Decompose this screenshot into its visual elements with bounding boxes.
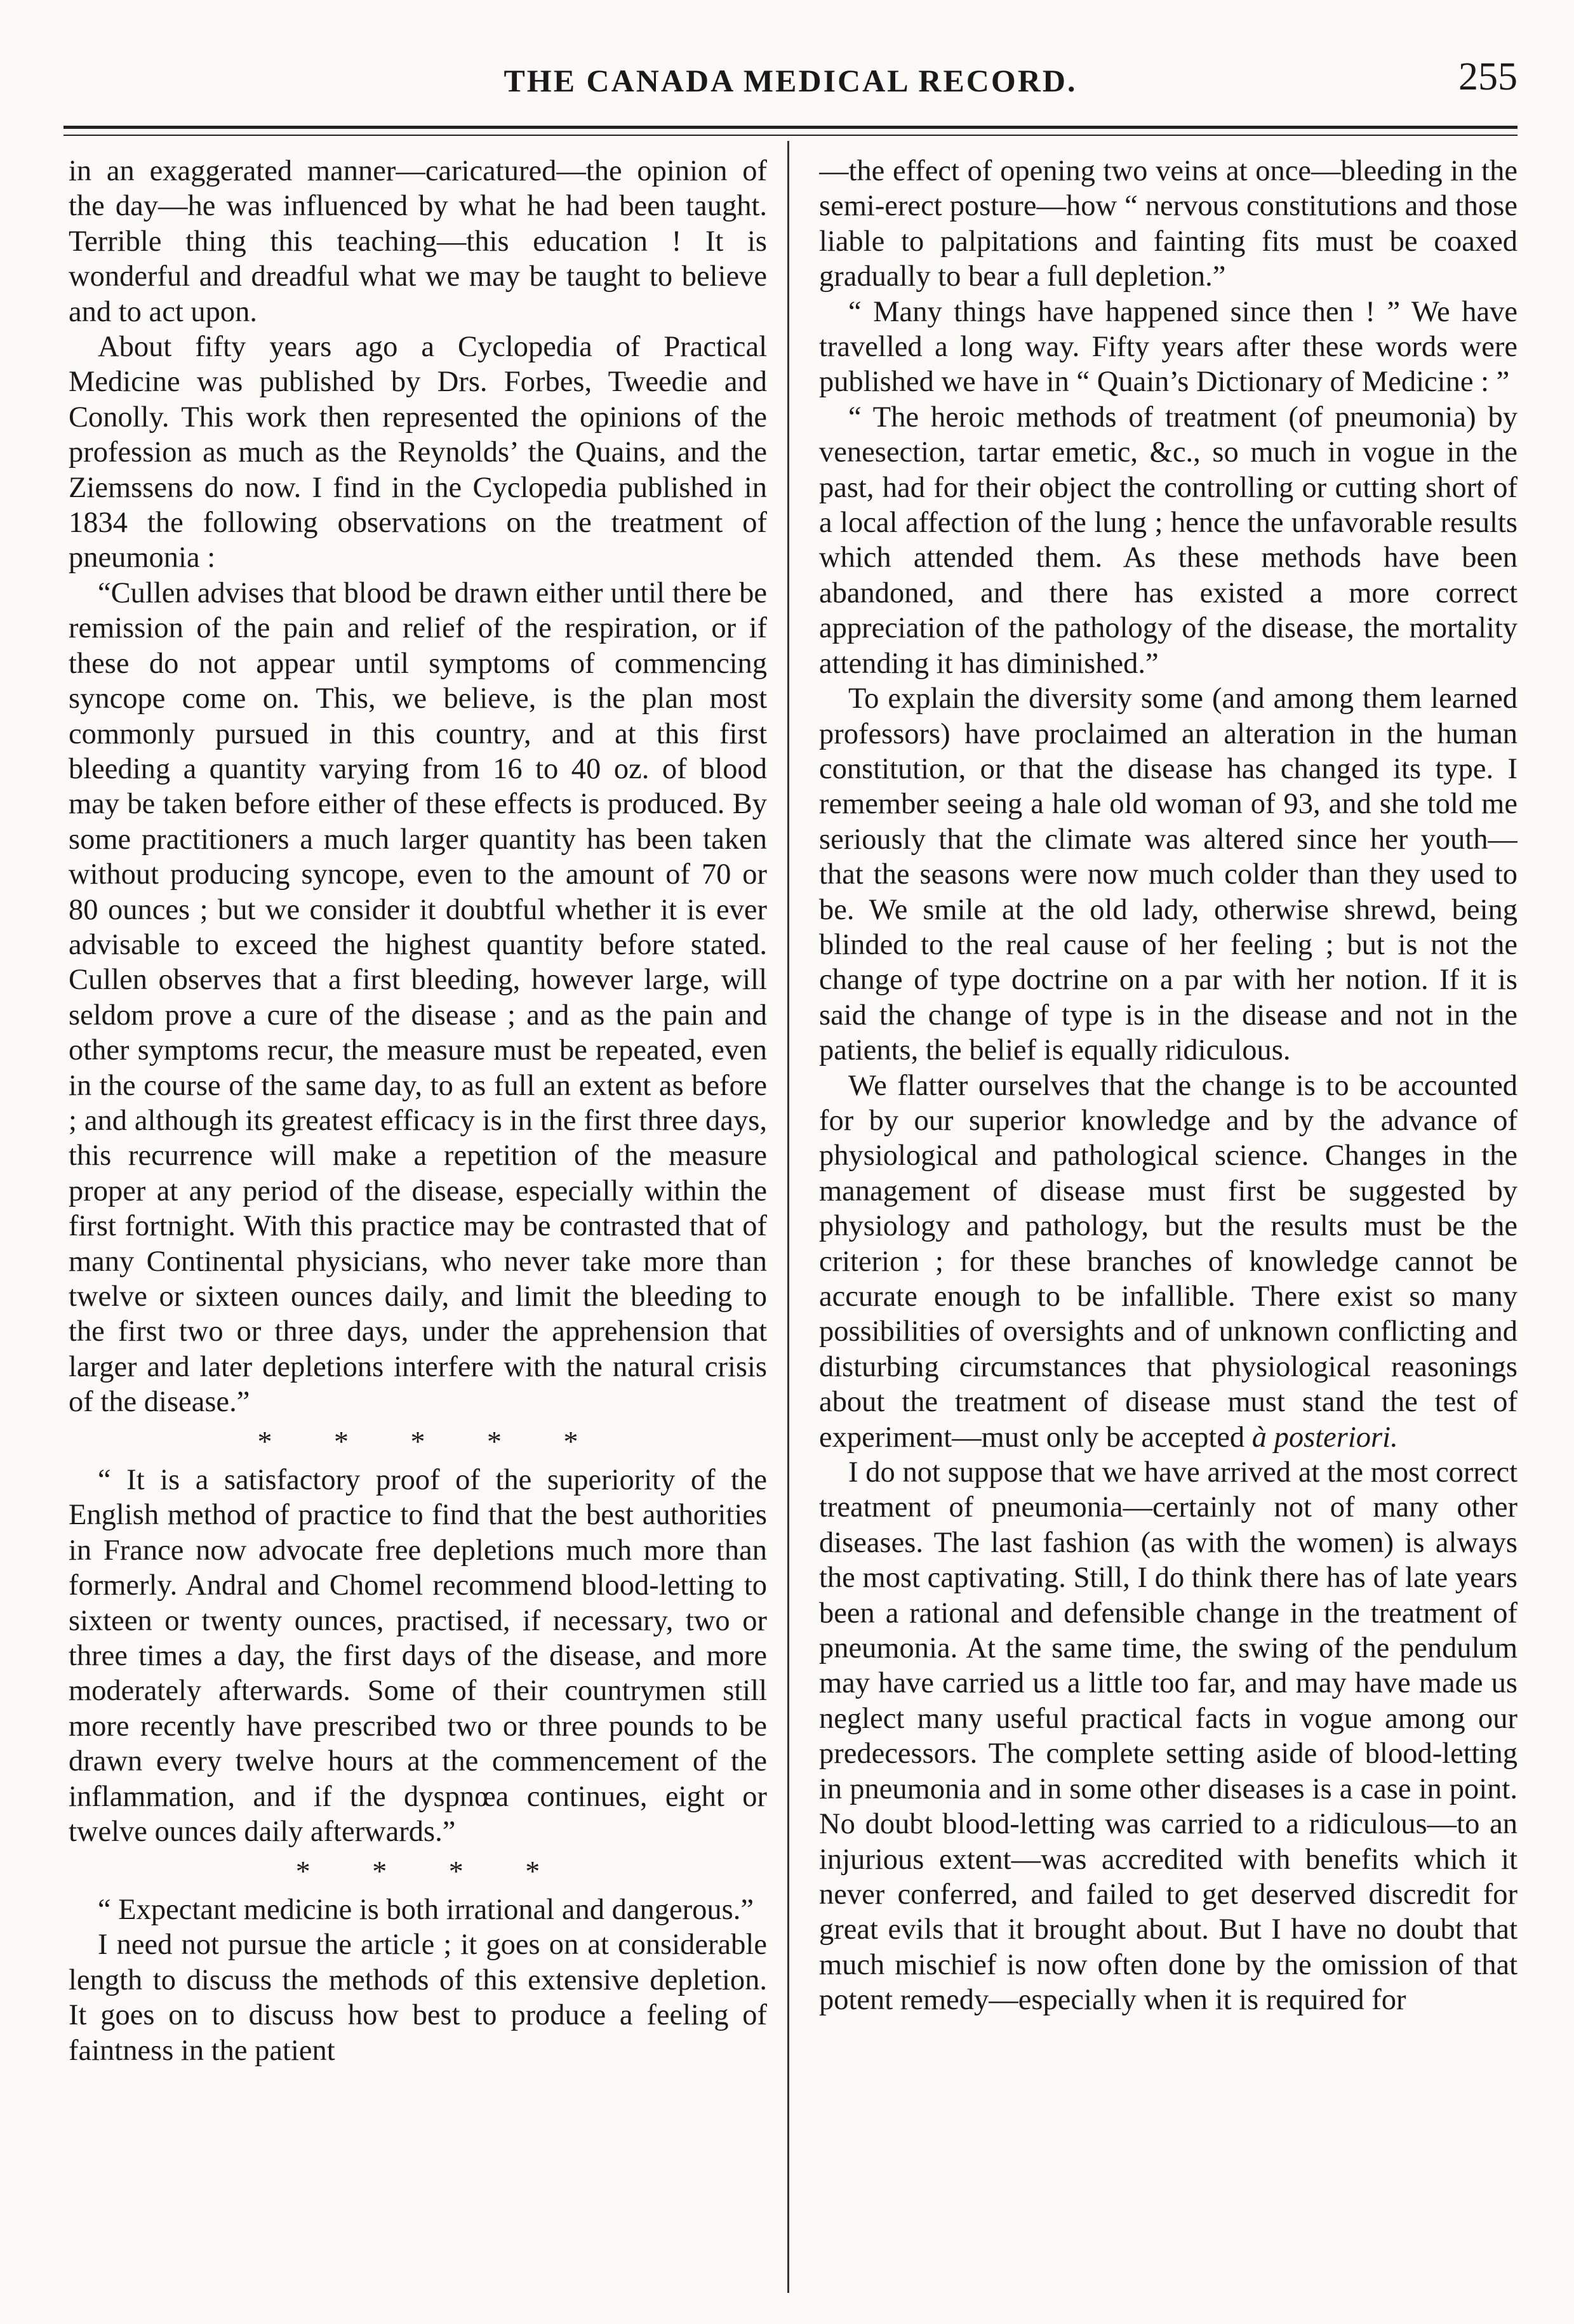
quoted-paragraph: “Cullen advises that blood be drawn either until there be remission of the pain and relief of the respiration, or if these do not appear until symptoms of commencing syncope come on. This, we believe, is the plan most commonly pursued in this country, and at this first bleeding a quantity varying from 16 to 40 oz. of blood may be taken before either of these effects is produced. By some practitioners a much larger quantity has been taken without producing syncope, even to the amount of 70 or 80 ounces ; but we consider it doubtful whether it is ever advisable to exceed the highest quantity before stated. Cullen observes that a first bleeding, however large, will seldom prove a cure of the disease ; and as the pain and other symptoms recur, the measure must be repeated, even in the course of the same day, to as full an extent as before ; and although its greatest efficacy is in the first three days, this recurrence will make a repetition of the measure proper at any period of the disease, especially within the first fortnight. With this practice may be contrasted that of many Continental physicians, who never take more than twelve or sixteen ounces daily, and limit the bleeding to the first two or three days, under the apprehension that larger and later depletions interfere with the natural crisis of the disease.” xyxy=(69,576,767,1419)
header-rule-thick xyxy=(63,126,1517,129)
paragraph: I need not pursue the article ; it goes on at considerable length to discuss the methods of this extensive depletion. It goes on to discuss how best to produce a feeling of faintness in the patient xyxy=(69,1929,767,2067)
section-break-stars: * * * * * xyxy=(257,1424,578,1457)
page-header xyxy=(63,46,1517,109)
paragraph: —the effect of opening two veins at once—bleeding in the semi-erect posture—how “ nervous constitutions and those liable to palpitations and fainting fits must be coaxed gradually to bear a full depletion.” xyxy=(819,155,1517,293)
right-column xyxy=(819,154,1517,2299)
section-break-stars: * * * * xyxy=(295,1854,540,1887)
page-number: 255 xyxy=(1458,55,1517,98)
quoted-paragraph: “ The heroic methods of treatment (of pneumonia) by venesection, tartar emetic, &c., so much in vogue in the past, had for their object the controlling or cutting short of a local affection of the lung ; hence the unfavorable results which attended them. As these methods have been abandoned, and there has existed a more correct appreciation of the pathology of the disease, the mortality attending it has diminished.” xyxy=(819,401,1517,680)
paragraph xyxy=(819,1068,1517,1455)
paragraph-text: We flatter ourselves that the change is to be accounted for by our superior knowledge and by the advance of physiological and pathological science. Changes in the management of disease must first be suggested by physiology and pathology, but the results must be the criterion ; for these branches of knowledge cannot be accurate enough to be infallible. There exist so many possibilities of oversights and of unknown conflicting and disturbing circumstances that physiological reasonings about the treatment of disease must stand the test of experiment—must only be accepted xyxy=(819,1069,1517,1454)
left-column xyxy=(69,154,767,2299)
paragraph: in an exaggerated manner—caricatured—the opinion of the day—he was influenced by what he had been taught. Terrible thing this teaching—this education ! It is wonderful and dreadful what we may be taught to believe and to act upon. xyxy=(69,155,767,328)
column-divider xyxy=(787,141,789,2293)
paragraph: About fifty years ago a Cyclopedia of Practical Medicine was published by Drs. Forbes, Tweedie and Conolly. This work then represented the opinions of the profession as much as the Reynolds’ the Quains, and the Ziemssens do now. I find in the Cyclopedia published in 1834 the following observations on the treatment of pneumonia : xyxy=(69,331,767,574)
quoted-paragraph: “ Expectant medicine is both irrational and dangerous.” xyxy=(98,1893,754,1926)
quoted-paragraph: “ It is a satisfactory proof of the superiority of the English method of practice to find that the best authorities in France now advocate free depletions much more than formerly. Andral and Chomel recommend blood-letting to sixteen or twenty ounces, practised, if necessary, two or three times a day, the first days of the disease, and more moderately afterwards. Some of their countrymen still more recently have prescribed two or three pounds to be drawn every twelve hours at the commencement of the inflammation, and if the dyspnœa continues, eight or twelve ounces daily afterwards.” xyxy=(69,1464,767,1849)
running-title: THE CANADA MEDICAL RECORD. xyxy=(504,63,1077,98)
header-rule-thin xyxy=(63,135,1517,136)
paragraph: I do not suppose that we have arrived at the most correct treatment of pneumonia—certainly not of many other diseases. The last fashion (as with the women) is always the most captivating. Still, I do think there has of late years been a rational and defensible change in the treatment of pneumonia. At the same time, the swing of the pendulum may have carried us a little too far, and may have made us neglect many useful practical facts in vogue among our predecessors. The complete setting aside of blood-letting in pneumonia and in some other diseases is a case in point. No doubt blood-letting was carried to a ridiculous—to an injurious extent—was accredited with benefits which it never conferred, and failed to get deserved discredit for great evils that it brought about. But I have no doubt that much mischief is now often done by the omission of that potent remedy—especially when it is required for xyxy=(819,1456,1517,2017)
quoted-paragraph: “ Many things have happened since then ! ” We have travelled a long way. Fifty years after these words were published we have in “ Quain’s Dictionary of Medicine : ” xyxy=(819,295,1517,399)
italic-phrase: à posteriori. xyxy=(1251,1421,1398,1454)
paragraph: To explain the diversity some (and among them learned professors) have proclaimed an alteration in the human constitution, or that the disease has changed its type. I remember seeing a hale old woman of 93, and she told me seriously that the climate was altered since her youth—that the seasons were now much colder than they used to be. We smile at the old lady, otherwise shrewd, being blinded to the real cause of her feeling ; but is not the change of type doctrine on a par with her notion. If it is said the change of type is in the disease and not in the patients, the belief is equally ridiculous. xyxy=(819,682,1517,1067)
